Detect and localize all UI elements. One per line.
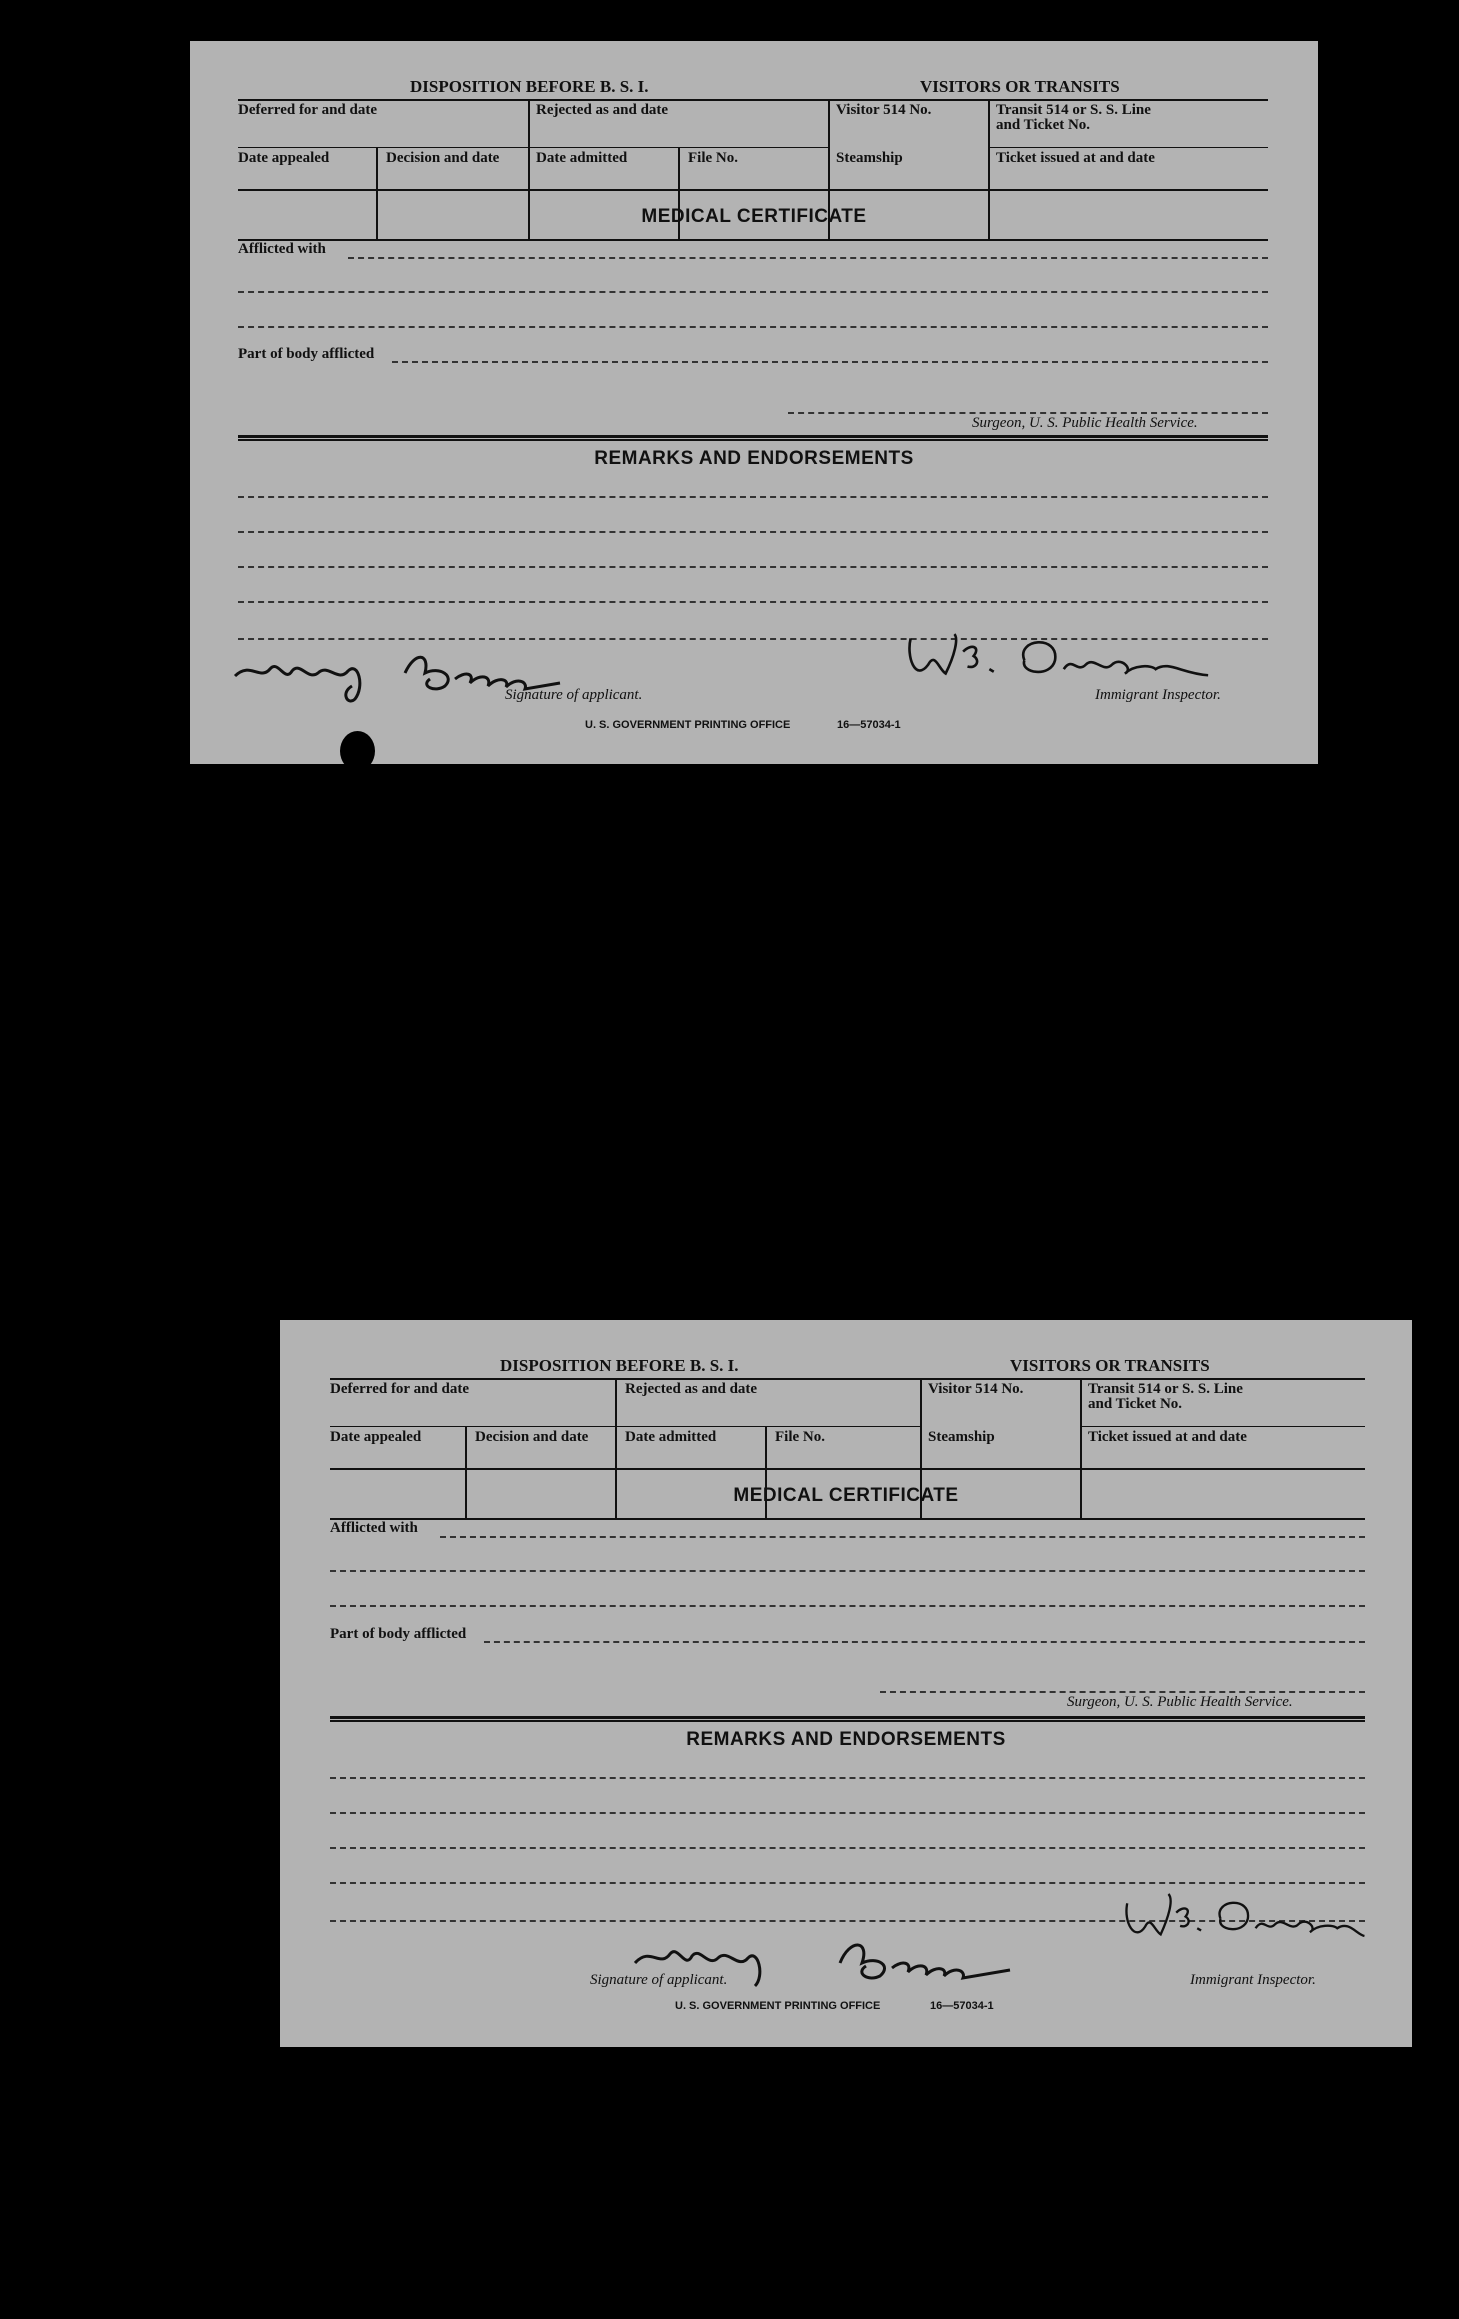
immigrant-inspector-label: Immigrant Inspector. [1190,1972,1316,1988]
transit-label-2: and Ticket No. [1088,1396,1183,1412]
decision-label: Decision and date [386,150,500,166]
remarks-title: REMARKS AND ENDORSEMENTS [594,448,914,469]
surgeon-label: Surgeon, U. S. Public Health Service. [972,415,1198,431]
disposition-header: DISPOSITION BEFORE B. S. I. [500,1356,739,1375]
visitors-header: VISITORS OR TRANSITS [1010,1356,1210,1375]
date-appealed-label: Date appealed [330,1429,422,1445]
date-appealed-label: Date appealed [238,150,330,166]
transit-label-2: and Ticket No. [996,117,1091,133]
steamship-label: Steamship [836,150,903,166]
inspector-signature [870,621,1240,691]
rejected-label: Rejected as and date [625,1381,758,1397]
file-no-label: File No. [688,150,738,166]
date-admitted-label: Date admitted [625,1429,717,1445]
date-admitted-label: Date admitted [536,150,628,166]
afflicted-label: Afflicted with [330,1520,418,1536]
visitors-header: VISITORS OR TRANSITS [920,77,1120,96]
ticket-label: Ticket issued at and date [996,150,1155,166]
form-number: 16—57034-1 [930,2000,994,2012]
steamship-label: Steamship [928,1429,995,1445]
inspector-signature [1080,1880,1400,1950]
form-number: 16—57034-1 [837,719,901,731]
part-of-body-label: Part of body afflicted [330,1626,467,1642]
afflicted-label: Afflicted with [238,241,326,257]
deferred-label: Deferred for and date [330,1381,469,1397]
form-card-1 [190,41,1318,764]
visitor-label: Visitor 514 No. [836,102,932,118]
ticket-label: Ticket issued at and date [1088,1429,1247,1445]
immigrant-inspector-label: Immigrant Inspector. [1095,687,1221,703]
surgeon-label: Surgeon, U. S. Public Health Service. [1067,1694,1293,1710]
signature-applicant-label: Signature of applicant. [590,1972,728,1988]
transit-label: Transit 514 or S. S. Line [1088,1381,1243,1397]
ink-blot [340,731,375,771]
part-of-body-label: Part of body afflicted [238,346,375,362]
printing-office: U. S. GOVERNMENT PRINTING OFFICE [675,2000,881,2012]
transit-label: Transit 514 or S. S. Line [996,102,1151,118]
file-no-label: File No. [775,1429,825,1445]
medical-certificate-title: MEDICAL CERTIFICATE [641,206,867,227]
disposition-header: DISPOSITION BEFORE B. S. I. [410,77,649,96]
signature-applicant-label: Signature of applicant. [505,687,643,703]
deferred-label: Deferred for and date [238,102,377,118]
rejected-label: Rejected as and date [536,102,669,118]
visitor-label: Visitor 514 No. [928,1381,1024,1397]
medical-certificate-title: MEDICAL CERTIFICATE [733,1485,959,1506]
form-card-2 [280,1320,1412,2047]
printing-office: U. S. GOVERNMENT PRINTING OFFICE [585,719,791,731]
decision-label: Decision and date [475,1429,589,1445]
remarks-title: REMARKS AND ENDORSEMENTS [686,1729,1006,1750]
